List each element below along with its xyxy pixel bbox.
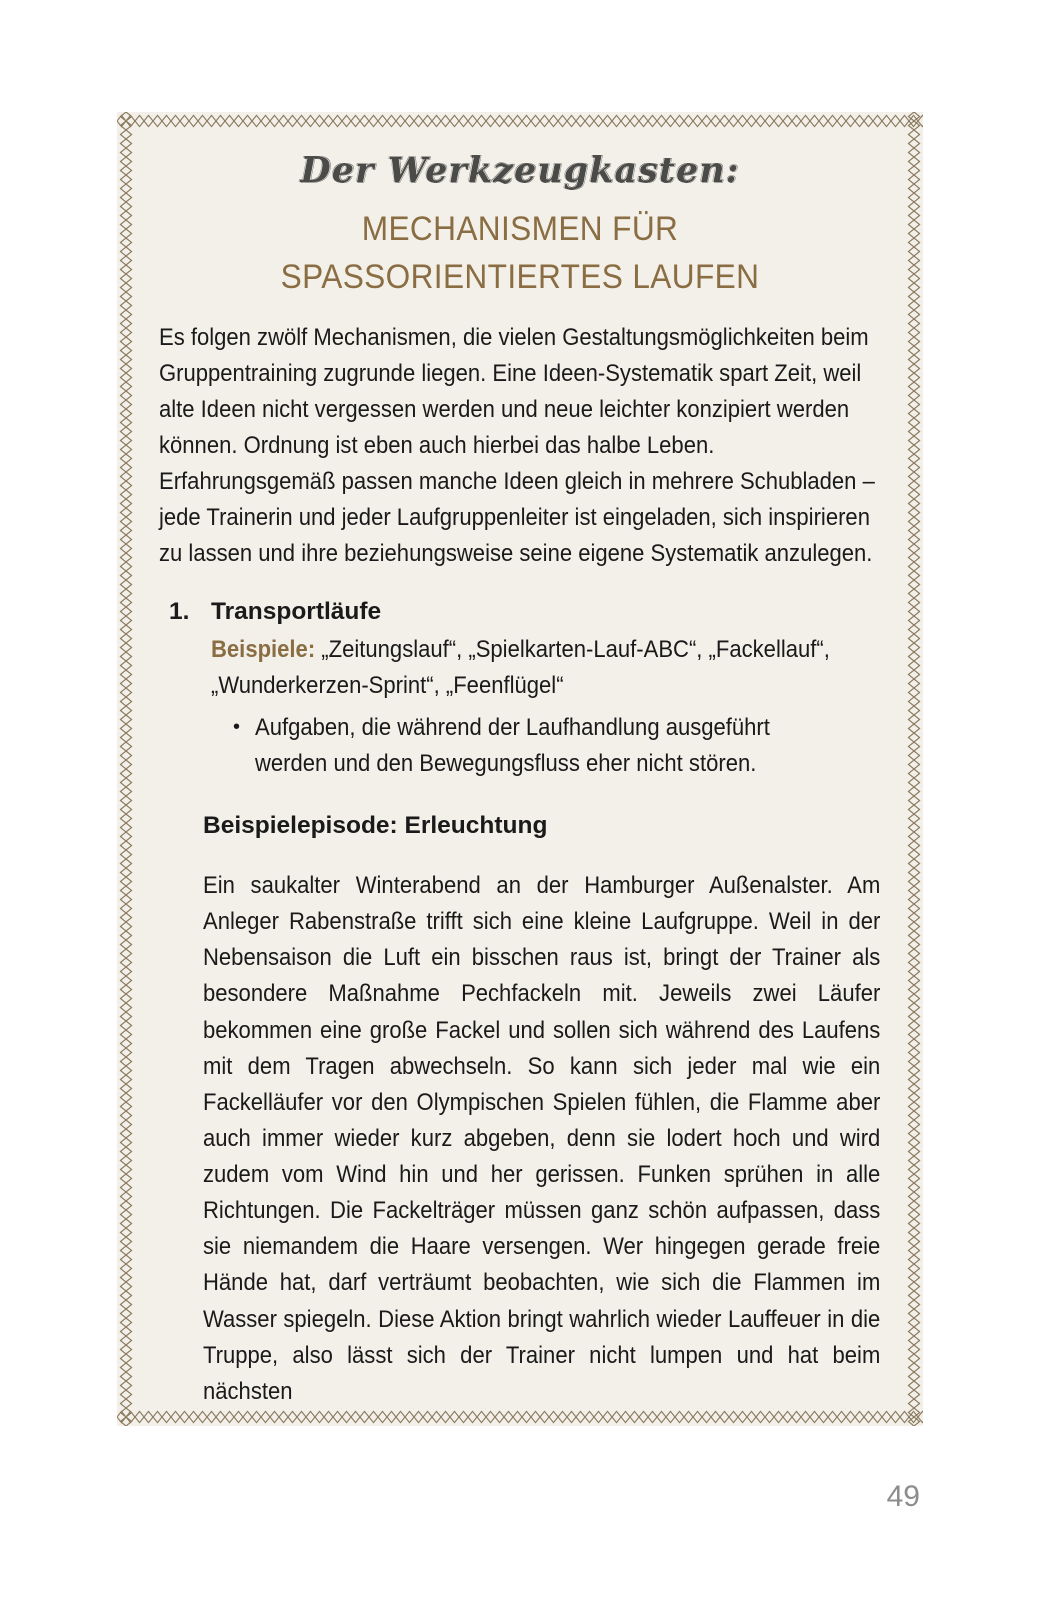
example-episode-title: Beispielepisode: Erleuchtung xyxy=(203,812,548,840)
page-content xyxy=(159,144,881,1434)
bullet-marker-icon: • xyxy=(233,716,241,739)
page-title-line-1: MECHANISMEN FÜR xyxy=(361,210,679,248)
list-item-title: Transportläufe xyxy=(211,597,382,625)
example-episode-text: Ein saukalter Winterabend an der Hamburger Außenalster. Am Anleger Rabenstraße trifft sich eine kleine Laufgruppe. Weil in der Nebensaison die Luft ein bisschen raus ist, bringt der Trainer als besondere Maßnahme Pechfackeln mit. Jeweils zwei Läufer bekommen eine große Fackel und sollen sich während des Laufens mit dem Tragen abwechseln. So kann sich jeder mal wie ein Fackelläufer vor den Olympischen Spielen fühlen, die Flamme aber auch immer wieder kurz abgeben, denn sie lodert hoch und wird zudem vom Wind hin und her gerissen. Funken sprühen in alle Richtungen. Die Fackelträger müssen ganz schön aufpassen, dass sie niemandem die Haare versengen. Wer hingegen gerade freie Hände hat, darf verträumt beobachten, wie sich die Flammen im Wasser spiegeln. Diese Aktion bringt wahrlich wieder Lauffeuer in die Truppe, also lässt sich der Trainer nicht lumpen und hat beim nächsten xyxy=(203,872,881,1405)
section-kicker: Der Werkzeugkasten: xyxy=(300,150,740,191)
intro-paragraph: Es folgen zwölf Mechanismen, die vielen Gestaltungsmöglichkeiten beim Gruppentraining zugrunde liegen. Eine Ideen-Systematik spart Zeit, weil alte Ideen nicht vergessen werden und neue leichter konzipiert werden können. Ordnung ist eben auch hierbei das halbe Leben. Erfahrungsgemäß passen manche Ideen gleich in mehrere Schubladen – jede Trainerin und jeder Laufgruppenleiter ist eingeladen, sich inspirieren zu lassen und ihre beziehungsweise seine eigene Systematik anzulegen. xyxy=(159,323,875,567)
list-item-number: 1. xyxy=(169,597,190,625)
content-panel xyxy=(117,112,923,1426)
bullet-item-text: Aufgaben, die während der Laufhandlung ausgeführt werden und den Bewegungsfluss eher nicht stören. xyxy=(255,714,770,778)
border-top-diamond-chain xyxy=(117,112,923,130)
page-number: 49 xyxy=(886,1480,920,1513)
bullet-list-item xyxy=(233,710,881,782)
page-title-line-2: SPASSORIENTIERTES LAUFEN xyxy=(280,258,760,297)
examples-values: „Zeitungslauf“, „Spielkarten-Lauf-ABC“, „Fackellauf“, „Wunderkerzen-Sprint“, „Feenflügel“ xyxy=(211,636,830,700)
border-left-diamond-chain xyxy=(117,112,135,1426)
border-right-diamond-chain xyxy=(905,112,923,1426)
list-item-body xyxy=(211,594,881,783)
examples-label: Beispiele: xyxy=(211,636,316,664)
examples-line xyxy=(211,632,880,704)
page-title xyxy=(184,205,855,302)
numbered-list-item xyxy=(169,594,881,783)
example-episode-block xyxy=(203,808,881,1410)
